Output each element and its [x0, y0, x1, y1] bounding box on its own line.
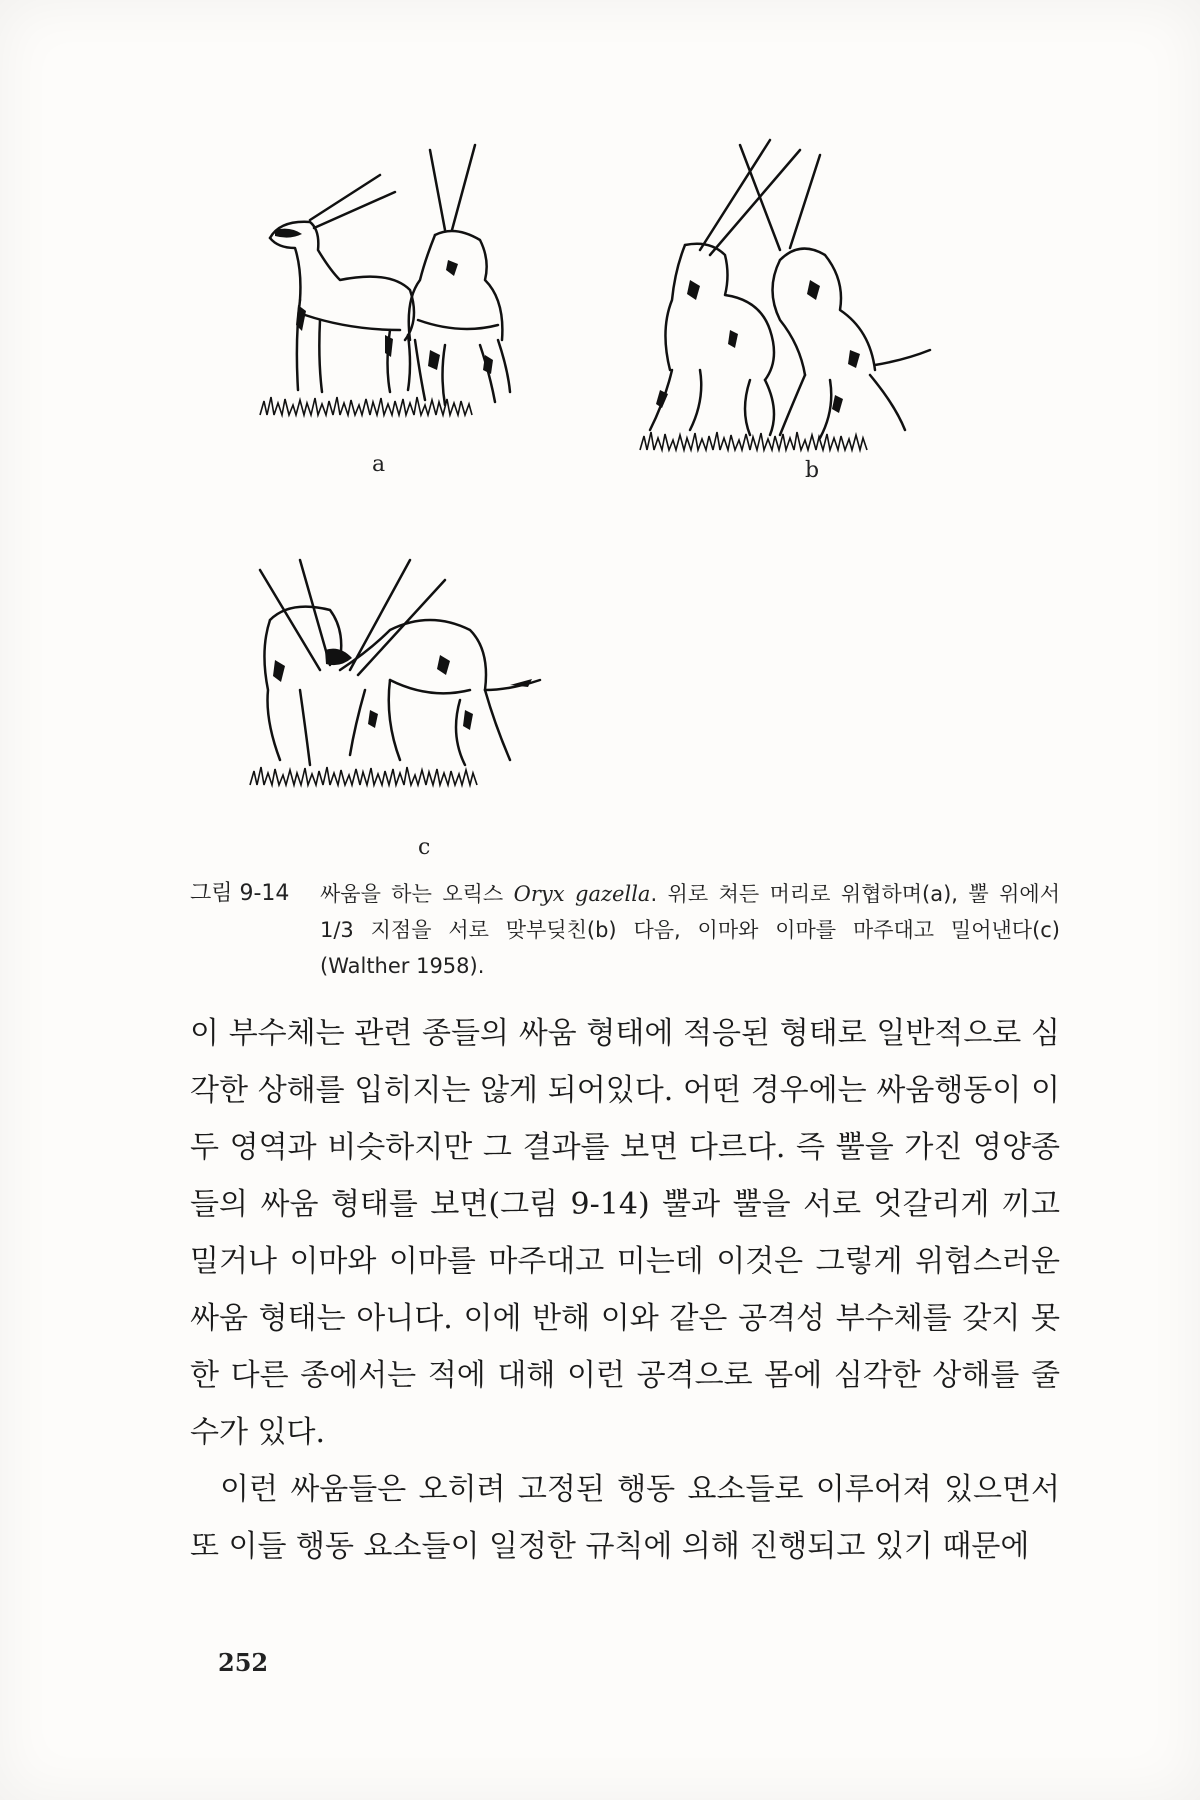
panel-label-c: c	[418, 835, 431, 860]
oryx-illustration-c	[240, 540, 580, 800]
page-number: 252	[218, 1648, 269, 1677]
oryx-illustration-a	[240, 130, 540, 440]
figure-number: 그림 9-14	[190, 881, 290, 906]
oryx-illustration-b	[630, 130, 950, 460]
panel-label-a: a	[372, 452, 386, 477]
caption-text-before-italic: 싸움을 하는 오릭스	[320, 882, 514, 906]
panel-label-b: b	[805, 458, 820, 483]
body-text	[190, 1005, 1060, 1575]
caption-text	[320, 876, 1060, 984]
body-paragraph-1: 이 부수체는 관련 종들의 싸움 형태에 적응된 형태로 일반적으로 심각한 상해를 입히지는 않게 되어있다. 어떤 경우에는 싸움행동이 이 두 영역과 비슷하지만 그 결과를 보면 다르다. 즉 뿔을 가진 영양종들의 싸움 형태를 보면(그림 9-14) 뿔과 뿔을 서로 엇갈리게 끼고 밀거나 이마와 이마를 마주대고 미는데 이것은 그렇게 위험스러운 싸움 형태는 아니다. 이에 반해 이와 같은 공격성 부수체를 갖지 못한 다른 종에서는 적에 대해 이런 공격으로 몸에 심각한 상해를 줄 수가 있다.	[190, 1016, 1060, 1450]
caption-text-after-italic: . 위로 쳐든 머리로 위협하며(a), 뿔 위에서 1/3 지점을 서로 맞부딪친(b) 다음, 이마와 이마를 마주대고 밀어낸다(c)(Walther 1958).	[320, 882, 1060, 978]
body-paragraph-2: 이런 싸움들은 오히려 고정된 행동 요소들로 이루어져 있으면서 또 이들 행동 요소들이 일정한 규칙에 의해 진행되고 있기 때문에	[190, 1472, 1060, 1564]
caption-species-name: Oryx gazella	[513, 882, 651, 906]
figure-oryx-fighting	[230, 130, 990, 880]
